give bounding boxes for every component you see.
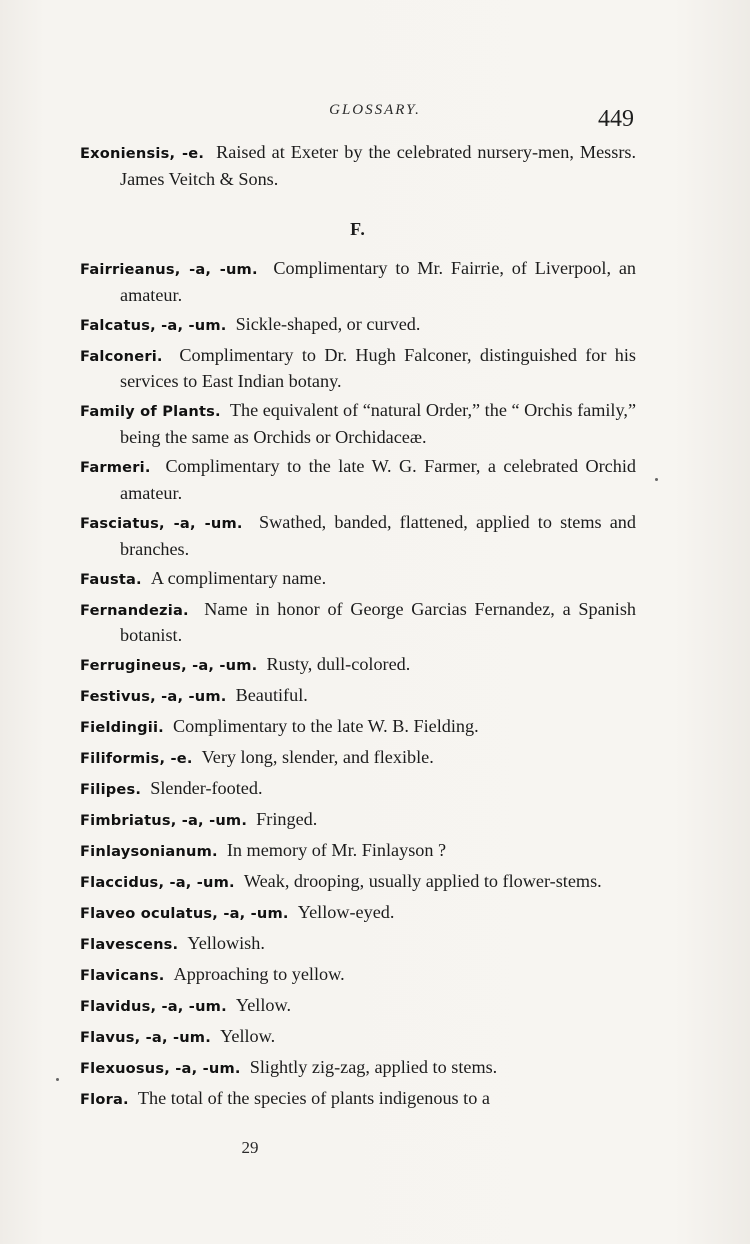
running-header: GLOSSARY. [329, 102, 421, 118]
glossary-entry [80, 931, 636, 958]
entry-definition: Fringed. [256, 809, 318, 830]
glossary-entries [80, 140, 636, 1117]
entry-term: Flavus, -a, -um. [80, 1029, 211, 1047]
entry-definition: Yellow. [220, 1026, 276, 1047]
entry-definition: Swathed, banded, flattened, applied to stems and branches. [120, 511, 636, 559]
glossary-entry [80, 900, 636, 927]
glossary-entry [80, 566, 636, 593]
entry-term: Fairrieanus, -a, -um. [80, 260, 258, 278]
section-heading: F. [350, 218, 366, 239]
glossary-entry [80, 683, 636, 710]
entry-definition: Beautiful. [235, 685, 308, 706]
entry-term: Finlaysonianum. [80, 843, 218, 861]
entry-definition: Very long, slender, and flexible. [201, 747, 434, 768]
glossary-entry [80, 962, 636, 989]
ink-speck [56, 1078, 59, 1081]
glossary-entry [80, 838, 636, 865]
entry-term: Ferrugineus, -a, -um. [80, 657, 258, 675]
entry-definition: Complimentary to the late W. B. Fielding. [173, 716, 479, 737]
glossary-entry [80, 312, 636, 339]
entry-term: Flaccidus, -a, -um. [80, 874, 235, 892]
glossary-entry [80, 745, 636, 772]
entry-term: Falconeri. [80, 347, 163, 365]
glossary-entry [80, 510, 636, 562]
entry-term: Filipes. [80, 781, 142, 799]
entry-term: Festivus, -a, -um. [80, 688, 227, 706]
ink-speck [655, 478, 658, 481]
glossary-entry [80, 343, 636, 395]
entry-definition: Complimentary to Dr. Hugh Falconer, distinguished for his services to East Indian botany. [120, 344, 637, 392]
entry-term: Fausta. [80, 570, 142, 588]
entry-definition: Name in honor of George Garcias Fernandez, a Spanish botanist. [120, 598, 636, 646]
entry-definition: Approaching to yellow. [173, 964, 345, 985]
entry-term: Flavicans. [80, 967, 165, 985]
entry-definition: Complimentary to the late W. G. Farmer, a celebrated Orchid amateur. [120, 456, 636, 503]
entry-term: Exoniensis, -e. [80, 145, 205, 162]
entry-definition: Raised at Exeter by the celebrated nursery-men, Messrs. James Veitch & Sons. [120, 142, 636, 189]
entry-definition: Yellowish. [187, 933, 265, 954]
glossary-entry [80, 454, 636, 506]
glossary-entry [80, 1024, 636, 1051]
entry-definition: Yellow-eyed. [297, 902, 395, 923]
entry-definition: The total of the species of plants indigenous to a [137, 1088, 490, 1109]
entry-term: Filiformis, -e. [80, 750, 193, 768]
entry-definition: Weak, drooping, usually applied to flower-stems. [243, 871, 602, 892]
entry-term: Flaveo oculatus, -a, -um. [80, 905, 289, 923]
entry-term: Fimbriatus, -a, -um. [80, 812, 248, 830]
glossary-entry [80, 1055, 636, 1082]
entry-definition: Slender-footed. [150, 778, 263, 799]
entry-term: Flexuosus, -a, -um. [80, 1060, 241, 1078]
entry-definition: Rusty, dull-colored. [266, 654, 411, 675]
glossary-entry [80, 256, 636, 308]
entry-term: Fieldingii. [80, 719, 164, 737]
entry-term: Farmeri. [80, 459, 151, 477]
entry-term: Falcatus, -a, -um. [80, 316, 227, 334]
glossary-entry-continued [80, 140, 636, 192]
glossary-entry [80, 776, 636, 803]
entry-term: Fernandezia. [80, 601, 189, 619]
glossary-entry [80, 714, 636, 741]
entry-term: Fasciatus, -a, -um. [80, 514, 243, 532]
entry-term: Flavescens. [80, 936, 179, 954]
entry-definition: Complimentary to Mr. Fairrie, of Liverpool, an amateur. [120, 257, 636, 305]
signature-mark: 29 [241, 1138, 259, 1157]
glossary-entry [80, 597, 636, 649]
entry-definition: Sickle-shaped, or curved. [235, 313, 421, 334]
entry-definition: In memory of Mr. Finlayson ? [226, 840, 447, 861]
glossary-entry [80, 807, 636, 834]
entry-term: Family of Plants. [80, 403, 221, 421]
glossary-entry [80, 398, 636, 450]
glossary-entry [80, 652, 636, 679]
spacer [80, 196, 636, 219]
entry-definition: Yellow. [235, 995, 291, 1016]
page-number: 449 [598, 106, 634, 132]
entry-definition: Slightly zig-zag, applied to stems. [249, 1057, 498, 1078]
entry-term: Flavidus, -a, -um. [80, 998, 227, 1016]
entry-definition: The equivalent of “natural Order,” the “ Orchis family,” being the same as Orchids or Orchidaceæ. [120, 400, 637, 448]
glossary-entry [80, 869, 636, 896]
entry-definition: A complimentary name. [150, 567, 327, 588]
glossary-entry [80, 1086, 636, 1113]
entry-term: Flora. [80, 1091, 129, 1109]
glossary-entry [80, 993, 636, 1020]
